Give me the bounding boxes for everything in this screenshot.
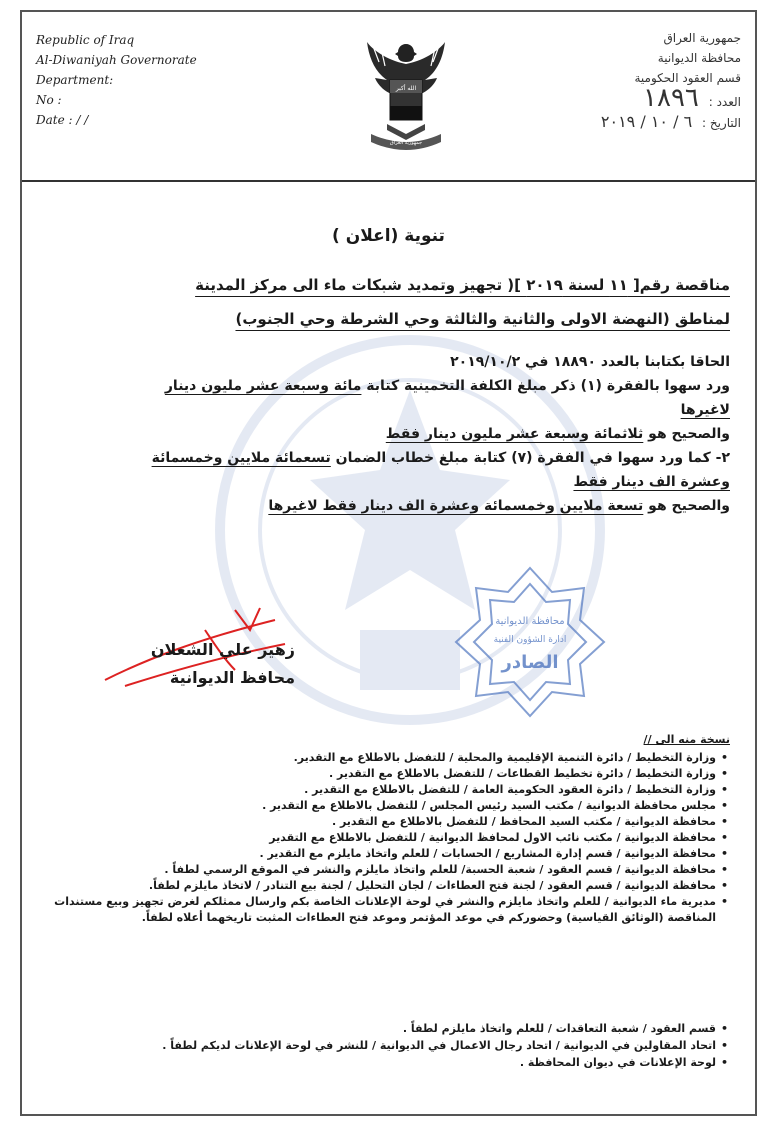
letterhead	[22, 12, 755, 180]
copies-list-2	[40, 1020, 730, 1071]
subject-line-1: مناقصة رقم[ ١١ لسنة ٢٠١٩ ]( تجهيز وتمديد شبكات ماء الى مركز المدينة	[195, 276, 730, 294]
header-divider	[22, 180, 755, 182]
copies-section-2	[40, 1020, 730, 1071]
body-p1-wrong-amount: مائة وسبعة عشر مليون دينار	[164, 378, 362, 394]
stamp-line-2: ادارة الشؤون الفنية	[493, 635, 567, 645]
list-item: • لوحة الإعلانات في ديوان المحافظة .	[40, 1054, 730, 1071]
copies-title: نسخة منه الى //	[643, 733, 730, 746]
body-p2-wrong-amount: تسعمائة ملايين وخمسمائة	[151, 450, 331, 466]
list-item: • وزارة التخطيط / دائرة العقود الحكومية العامة / للتفضل بالاطلاع مع التقدير .	[40, 782, 730, 798]
body-p1-end: لاغيرها	[680, 402, 730, 418]
letterhead-ar-date-row	[501, 112, 741, 133]
letterhead-arabic	[501, 28, 741, 133]
tender-subject	[40, 268, 730, 336]
stamp-line-3: الصادر	[501, 652, 559, 673]
copies-list	[40, 750, 730, 926]
letterhead-number: No :	[36, 93, 62, 107]
letterhead-department: Department:	[36, 73, 114, 87]
list-item: • اتحاد المقاولين في الديوانية / اتحاد رجال الاعمال في الديوانية / للنشر في لوحة الإعلانات لديكم لطفاً .	[40, 1037, 730, 1054]
list-item: • مديرية ماء الديوانية / للعلم واتخاذ مايلزم والنشر في لوحة الإعلانات الخاصة بكم وارسال ممثلكم لغرض تجهيز وبيع مستندات المناقصة (الوثائق القياسية) وحضوركم في موعد المؤتمر وموعد فتح العطاءات المثبت تاريخهما أعلاه لطفاً.	[40, 894, 730, 926]
number-label: العدد :	[708, 95, 741, 109]
letterhead-country: Republic of Iraq	[36, 33, 135, 47]
signatory-position: محافظ الديوانية	[169, 668, 295, 687]
list-item: • محافظة الديوانية / قسم العقود / شعبة الحسبة/ للعلم واتخاذ مايلزم والنشر في الموقع الرسمي لطفاً .	[40, 862, 730, 878]
letterhead-governorate: Al-Diwaniyah Governorate	[36, 53, 197, 67]
date-value: ٦ / ١٠ / ٢٠١٩	[600, 112, 693, 131]
body-paragraph-1	[40, 374, 730, 398]
body-p1-text: ورد سهوا بالفقرة (١) ذكر مبلغ الكلفة التخمينية كتابة	[361, 378, 730, 394]
correction-1-label: والصحيح هو	[643, 426, 730, 442]
signature-block	[95, 636, 295, 692]
body-reference: الحاقا بكتابنا بالعدد ١٨٨٩٠ في ٢٠١٩/١٠/٢	[450, 354, 730, 370]
copies-section	[40, 732, 730, 926]
list-item: • وزارة التخطيط / دائرة تخطيط القطاعات / للتفضل بالاطلاع مع التقدير .	[40, 766, 730, 782]
list-item: • مجلس محافظة الديوانية / مكتب السيد رئيس المجلس / للتفضل بالاطلاع مع التقدير .	[40, 798, 730, 814]
list-item: • محافظة الديوانية / مكتب السيد المحافظ / للتفضل بالاطلاع مع التقدير .	[40, 814, 730, 830]
letterhead-ar-country: جمهورية العراق	[663, 31, 741, 45]
number-value: ١٨٩٦	[643, 83, 699, 113]
letterhead-english	[36, 30, 256, 130]
body-p2-end: وعشرة الف دينار فقط	[573, 474, 730, 490]
body-paragraph-2	[40, 446, 730, 470]
stamp-line-1: محافظة الديوانية	[495, 616, 565, 627]
body-paragraph-2-end	[40, 470, 730, 494]
official-stamp-icon	[450, 562, 610, 722]
letterhead-ar-department: قسم العقود الحكومية	[634, 71, 741, 85]
subject-line-2: لمناطق (النهضة الاولى والثانية والثالثة وحي الشرطة وحي الجنوب)	[235, 310, 730, 328]
list-item: • محافظة الديوانية / قسم إدارة المشاريع / الحسابات / للعلم واتخاذ مايلزم مع التقدير .	[40, 846, 730, 862]
document-title: تنوية (اعلان )	[332, 226, 445, 246]
emblem-scroll-text: جمهورية العراق	[389, 140, 423, 146]
body-p2-text: ٢- كما ورد سهوا في الفقرة (٧) كتابة مبلغ خطاب الضمان	[330, 450, 730, 466]
body-paragraph-1-end	[40, 398, 730, 422]
correction-2-amount: تسعة ملايين وخمسمائة وعشرة الف دينار فقط لاغيرها	[268, 498, 644, 514]
iraq-eagle-emblem-icon	[365, 38, 447, 150]
list-item: • قسم العقود / شعبة التعاقدات / للعلم واتخاذ مايلزم لطفاً .	[40, 1020, 730, 1037]
signatory-name: زهير علي الشعلان	[150, 640, 295, 659]
list-item: • وزارة التخطيط / دائرة التنمية الإقليمية والمحلية / للتفضل بالاطلاع مع التقدير.	[40, 750, 730, 766]
announcement-body	[40, 350, 730, 518]
emblem-banner-text: الله أكبر	[395, 85, 417, 92]
body-correction-2	[40, 494, 730, 518]
list-item: • محافظة الديوانية / قسم العقود / لجنة فتح العطاءات / لجان التحليل / لجنة بيع التنادر / لاتخاذ مايلزم لطفاً.	[40, 878, 730, 894]
letterhead-ar-number-row	[501, 83, 741, 113]
list-item: • محافظة الديوانية / مكتب نائب الاول لمحافظ الديوانية / للتفضل بالاطلاع مع التقدير	[40, 830, 730, 846]
correction-1-amount: ثلاثمائة وسبعة عشر مليون دينار فقط	[385, 426, 644, 442]
date-label: التاريخ :	[701, 116, 741, 130]
correction-2-label: والصحيح هو	[643, 498, 730, 514]
letterhead-ar-governorate: محافظة الديوانية	[657, 51, 741, 65]
body-correction-1	[40, 422, 730, 446]
letterhead-date: Date : / /	[36, 113, 89, 127]
